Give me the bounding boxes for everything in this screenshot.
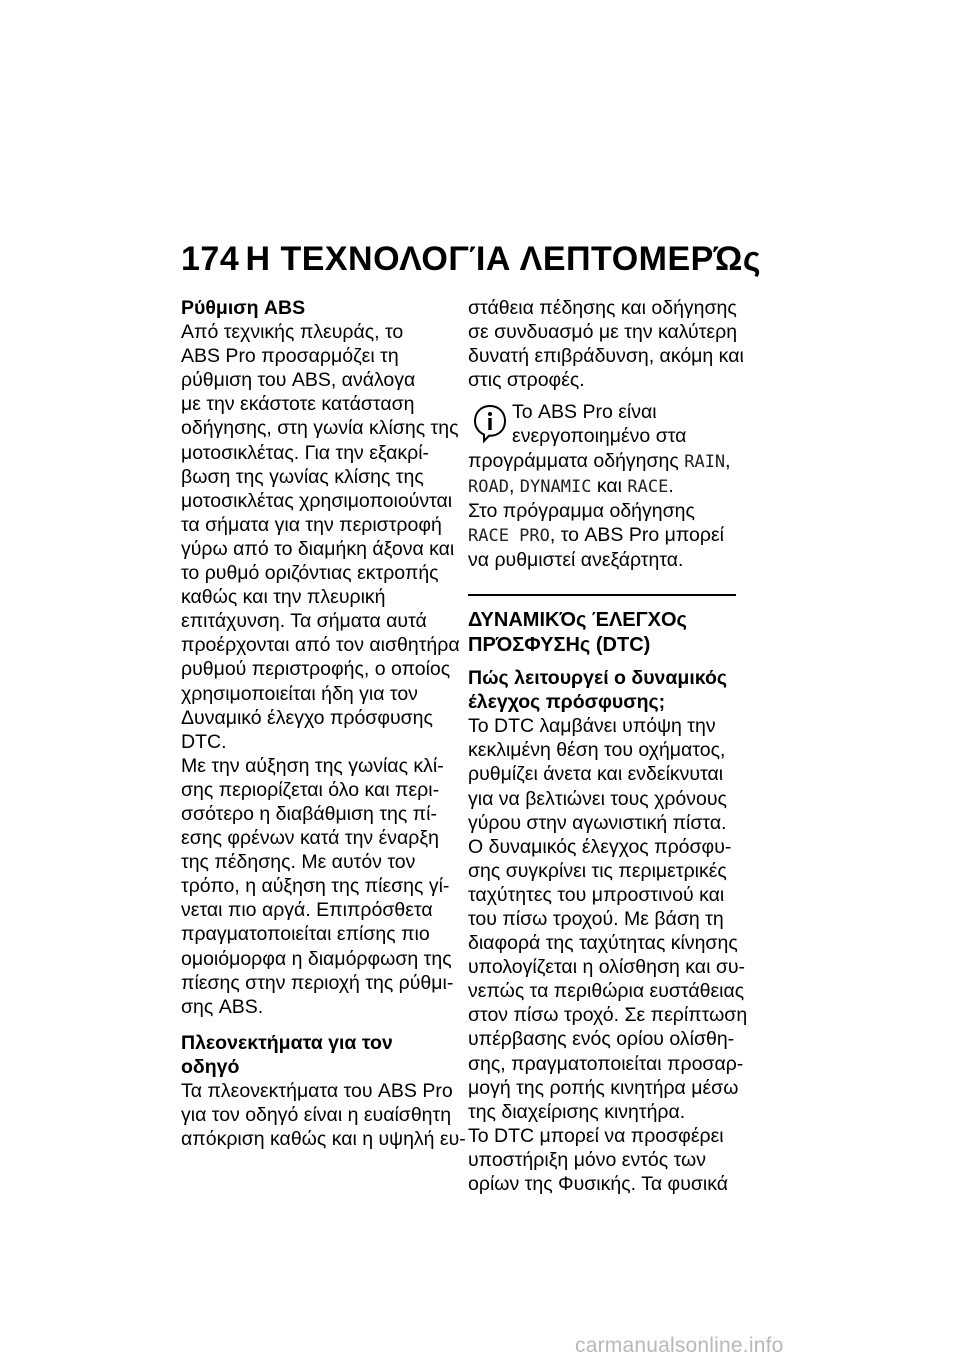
note-and: και	[596, 474, 622, 497]
benefits-paragraph	[181, 1079, 466, 1151]
note-line-7: να ρυθμιστεί ανεξάρτητα.	[468, 548, 684, 571]
text-line: γύρω από το διαμήκη άξονα και	[181, 537, 455, 560]
text-line: ομοιόμορφα η διαμόρφωση της	[181, 947, 452, 970]
text-line: του πίσω τροχού. Με βάση τη	[468, 907, 724, 930]
text-line: σης ABS.	[181, 995, 264, 1018]
mode-race: RACE	[627, 476, 669, 497]
page-number: 174	[181, 240, 240, 278]
text-line: στις στροφές.	[468, 369, 585, 392]
chapter-title: Η ΤΕΧΝΟΛΟΓΊΑ ΛΕΠΤΟΜΕΡΏς	[245, 240, 761, 278]
text-line: το ρυθμό οριζόντιας εκτροπής	[181, 562, 439, 585]
text-line: βωση της γωνίας κλίσης της	[181, 465, 424, 488]
note-text: προγράμματα οδήγησης	[468, 449, 679, 472]
text-line: ταχύτητες του μπροστινού και	[468, 883, 725, 906]
abs-heading: Ρύθμιση ABS	[181, 297, 306, 319]
text-line: για να βελτιώνει τους χρόνους	[468, 787, 727, 810]
text-line: μοτοσικλέτας. Για την εξακρί-	[181, 441, 430, 464]
text-line: στον πίσω τροχό. Σε περίπτωση	[468, 1004, 748, 1027]
dtc-subheading-line-2: έλεγχος πρόσφυσης;	[468, 691, 666, 714]
dtc-subheading-line-1: Πώς λειτουργεί ο δυναμικός	[468, 667, 728, 690]
text-line: γύρου στην αγωνιστική πίστα.	[468, 811, 727, 834]
text-line: πραγματοποιείται επίσης πιο	[181, 923, 430, 946]
note-line-3: προγράμματα οδήγησης RAIN,	[468, 449, 731, 472]
watermark: carmanualsonline.info	[575, 1334, 784, 1357]
text-line: οδήγησης, στη γωνία κλίσης της	[181, 417, 459, 440]
left-column	[181, 296, 466, 1151]
text-line: Το DTC λαμβάνει υπόψη την	[468, 715, 716, 738]
text-line: σης συγκρίνει τις περιμετρικές	[468, 859, 727, 882]
benefits-paragraph-continued	[468, 296, 744, 392]
dtc-paragraph-3	[468, 1124, 738, 1196]
text-line: νεται πιο αργά. Επιπρόσθετα	[181, 899, 433, 922]
abs-paragraph-2	[181, 754, 454, 1019]
note-line-4: ROAD, DYNAMIC και RACE.	[468, 474, 674, 497]
text-line: καθώς και την πλευρική	[181, 586, 386, 609]
text-line: Το DTC μπορεί να προσφέρει	[468, 1124, 724, 1147]
text-line: μοτοσικλέτας χρησιμοποιούνται	[181, 489, 453, 512]
mode-rain: RAIN	[684, 451, 726, 472]
note-text: , το ABS Pro μπορεί	[549, 523, 724, 546]
note-line-5: Στο πρόγραμμα οδήγησης	[468, 499, 695, 522]
dtc-heading-line-2: ΠΡΌΣΦΥΣΗς (DTC)	[468, 634, 651, 657]
mode-road: ROAD	[468, 476, 509, 497]
text-line: τρόπο, η αύξηση της πίεσης γί-	[181, 875, 450, 898]
text-line: ABS Pro προσαρμόζει τη	[181, 345, 399, 368]
text-line: ορίων της Φυσικής. Τα φυσικά	[468, 1173, 729, 1195]
dtc-paragraph-2	[468, 835, 748, 1124]
text-line: δυνατή επιβράδυνση, ακόμη και	[468, 345, 744, 368]
mode-race-pro: RACE PRO	[468, 525, 550, 546]
abs-paragraph-1	[181, 320, 460, 754]
text-line: για τον οδηγό είναι η ευαίσθητη	[181, 1104, 452, 1127]
benefits-heading-line-1: Πλεονεκτήματα για τον	[181, 1031, 393, 1054]
text-line: Από τεχνικής πλευράς, το	[181, 321, 404, 344]
text-line: ρύθμιση του ABS, ανάλογα	[181, 369, 416, 392]
text-line: πίεσης στην περιοχή της ρύθμι-	[181, 971, 454, 994]
text-line: χρησιμοποιείται ήδη για τον	[181, 682, 418, 705]
text-line: σης, πραγματοποιείται προσαρ-	[468, 1052, 744, 1075]
text-line: στάθεια πέδησης και οδήγησης	[468, 297, 737, 319]
note-line-2: ενεργοποιημένο στα	[512, 425, 687, 448]
text-line: απόκριση καθώς και η υψηλή ευ-	[181, 1128, 466, 1151]
dtc-paragraph-1	[468, 714, 738, 834]
info-icon	[472, 404, 508, 444]
mode-dynamic: DYNAMIC	[519, 476, 592, 497]
text-line: κεκλιμένη θέση του οχήματος,	[468, 739, 726, 762]
text-line: σε συνδυασμό με την καλύτερη	[468, 321, 738, 344]
text-line: μογή της ροπής κινητήρα μέσω	[468, 1076, 739, 1099]
note-line-6	[468, 523, 738, 548]
text-line: Δυναμικό έλεγχο πρόσφυσης	[181, 706, 433, 729]
text-line: επιτάχυνση. Τα σήματα αυτά	[181, 610, 427, 633]
text-line: διαφορά της ταχύτητας κίνησης	[468, 932, 738, 955]
text-line: σης περιορίζεται όλο και περι-	[181, 778, 440, 801]
benefits-heading-line-2: οδηγό	[181, 1055, 240, 1078]
text-line: Ο δυναμικός έλεγχος πρόσφυ-	[468, 835, 732, 858]
text-line: σσότερο η διαβάθμιση της πί-	[181, 802, 437, 825]
note-line-1: Το ABS Pro είναι	[512, 401, 657, 424]
right-column	[468, 296, 748, 1196]
text-line: υποστήριξη μόνο εντός των	[468, 1148, 706, 1171]
text-line: Με την αύξηση της γωνίας κλί-	[181, 754, 444, 777]
dtc-heading-line-1: ΔΥΝΑΜΙΚΌς ΈΛΕΓΧΟς	[468, 609, 687, 632]
text-line: της διαχείρισης κινητήρα.	[468, 1100, 686, 1123]
text-line: εσης φρένων κατά την έναρξη	[181, 827, 439, 850]
text-line: τα σήματα για την περιστροφή	[181, 513, 442, 536]
info-note	[468, 400, 738, 572]
text-line: με την εκάστοτε κατάσταση	[181, 393, 415, 416]
text-line: DTC.	[181, 730, 227, 753]
text-line: Τα πλεονεκτήματα του ABS Pro	[181, 1080, 453, 1102]
text-line: υπολογίζεται η ολίσθηση και συ-	[468, 956, 746, 979]
page-header	[181, 240, 761, 286]
text-line: υπέρβασης ενός ορίου ολίσθη-	[468, 1028, 735, 1051]
text-line: νεπώς τα περιθώρια ευστάθειας	[468, 980, 745, 1003]
text-line: προέρχονται από τον αισθητήρα	[181, 634, 460, 657]
section-divider	[468, 594, 736, 596]
text-line: ρυθμού περιστροφής, ο οποίος	[181, 658, 451, 681]
text-line: ρυθμίζει άνετα και ενδείκνυται	[468, 763, 724, 786]
text-line: της πέδησης. Με αυτόν τον	[181, 851, 416, 874]
